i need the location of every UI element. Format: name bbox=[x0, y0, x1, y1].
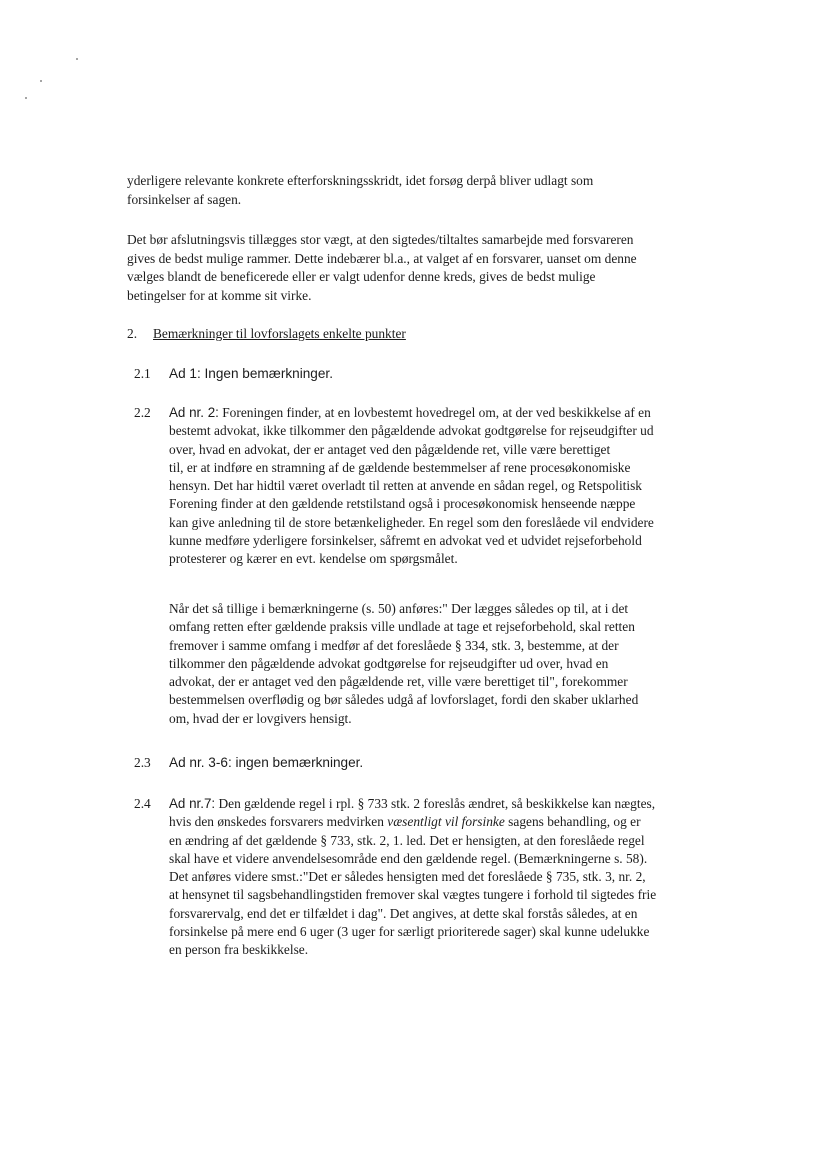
item-body bbox=[169, 795, 703, 960]
section-number: 2. bbox=[127, 326, 138, 341]
item-number: 2.4 bbox=[134, 796, 151, 811]
scan-speck bbox=[40, 80, 42, 82]
item-title: Ad 1: Ingen bemærkninger. bbox=[169, 366, 333, 381]
item-lead: Ad nr. 2: bbox=[169, 405, 219, 420]
item-body-continued: Når det så tillige i bemærkningerne (s. 50) anføres:" Der lægges således op til, at i det omfang retten efter gældende praksis ville undlade at tage et rejseforbehold, skal retten fremover i samme omfang i medfør af det foreslåede § 334, stk. 3, bestemme, at der tilkommer den pågældende advokat godtgørelse for rejseudgifter ud over, hvad en advokat, der er antaget ved den pågældende ret, ville være berettiget til", forekommer bestemmelsen overflødig og bør således udgå af lovforslaget, fordi den skaber uklarhed om, hvad der er lovgivers hensigt. bbox=[169, 601, 639, 726]
section-title: Bemærkninger til lovforslagets enkelte punkter bbox=[153, 326, 406, 341]
item-body-text: Foreningen finder, at en lovbestemt hovedregel om, at der ved beskikkelse af en bestemt advokat, ikke tilkommer den pågældende advokat godtgørelse for rejseudgifter ud over, hvad en advokat, der er antaget ved den pågældende ret, ville være berettiget til, er at indføre en stramning af de gældende bestemmelser af rene procesøkonomiske hensyn. Det har hidtil været overladt til retten at anvende en sådan regel, og Retspolitisk Forening finder at den gældende retstilstand også i procesøkonomisk henseende næppe kan give anledning til de store betænkeligheder. En regel som den foreslåede vil endvidere kunne medføre yderligere forsinkelser, såfremt en advokat ved et udvidet rejseforbehold protesterer og kærer en evt. kendelse om spørgsmålet. bbox=[169, 405, 654, 567]
item-title: Ad nr. 3-6: ingen bemærkninger. bbox=[169, 755, 364, 770]
item-body-emphasis: væsentligt vil forsinke bbox=[387, 814, 505, 830]
item-body-text: Den gældende regel i rpl. § 733 stk. 2 foreslås ændret, så beskikkelse kan nægtes, hvis den ønskedes forsvarers medvirken bbox=[169, 796, 656, 830]
intro-paragraph-1: yderligere relevante konkrete efterforskningsskridt, idet forsøg derpå bliver udlagt som forsinkelser af sagen. bbox=[127, 173, 594, 207]
item-number: 2.2 bbox=[134, 405, 151, 420]
item-number: 2.1 bbox=[134, 366, 151, 381]
item-body bbox=[169, 404, 703, 569]
item-body-text: sagens behandling, og er en ændring af det gældende § 733, stk. 2, 1. led. Det er hensigten, at den foreslåede regel skal have et videre anvendelsesområde end den gældende regel. (Bemærkningerne s. 58). Det anføres videre smst.:"Det er således hensigten med det foreslåede § 735, stk. 3, nr. 2, at hensynet til sagsbehandlingstiden fremover skal vægtes tungere i forhold til sigtedes frie forsvarervalg, end det er tilfældet i dag". Det angives, at dette skal forstås således, at en forsinkelse på mere end 6 uger (3 uger for særligt prioriterede sager) skal kunne udelukke en person fra beskikkelse. bbox=[169, 814, 657, 958]
item-number: 2.3 bbox=[134, 755, 151, 770]
item-lead: Ad nr.7: bbox=[169, 796, 216, 811]
scan-speck bbox=[76, 58, 78, 60]
scan-speck bbox=[25, 97, 27, 99]
intro-paragraph-2: Det bør afslutningsvis tillægges stor vægt, at den sigtedes/tiltaltes samarbejde med forsvareren gives de bedst mulige rammer. Dette indebærer bl.a., at valget af en forsvarer, uanset om denne vælges blandt de beneficerede eller er valgt udenfor denne kreds, gives de bedst mulige betingelser for at komme sit virke. bbox=[127, 232, 637, 303]
